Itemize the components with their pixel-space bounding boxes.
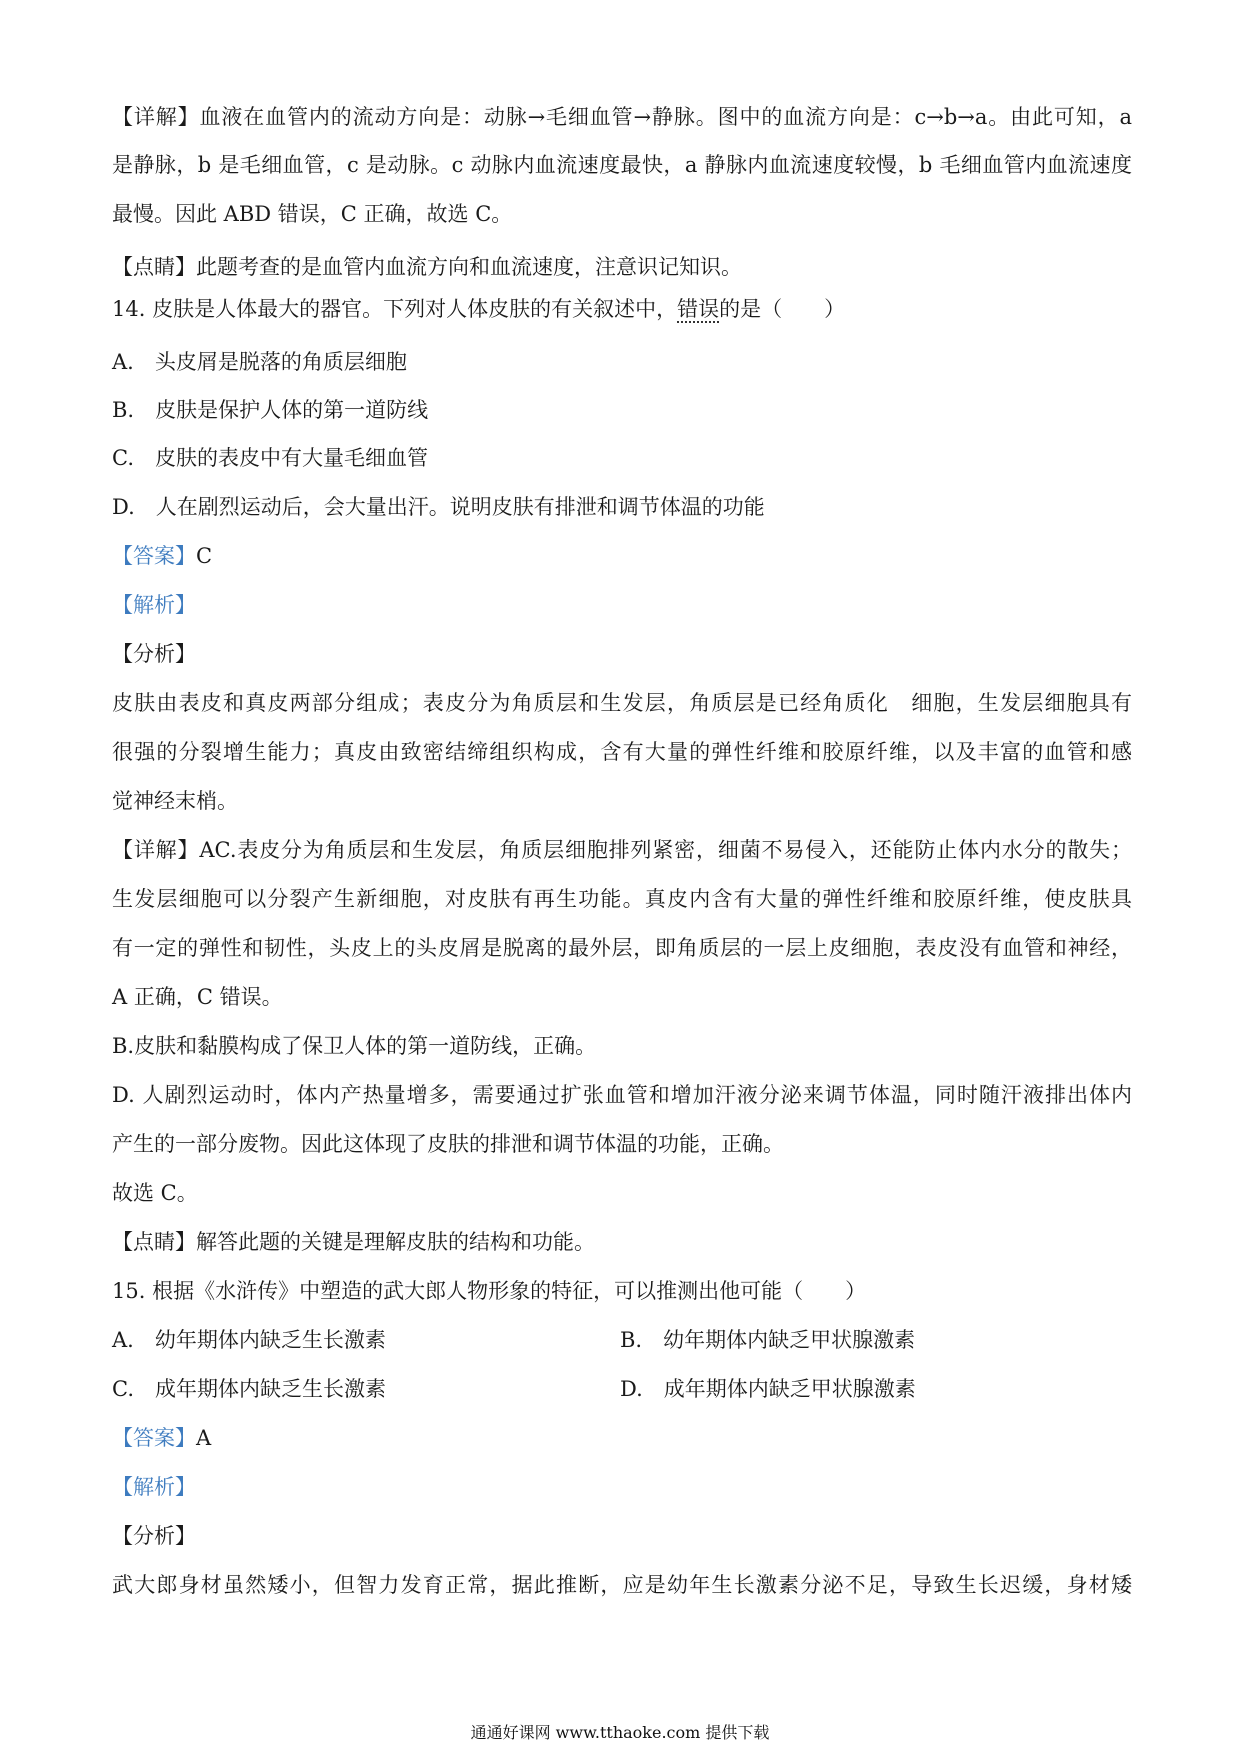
fenxi-tag: 【分析】 [112,642,196,666]
answer-tag: 【答案】 [112,544,196,568]
question-14 [112,294,1132,324]
option-14-d: D. 人在剧烈运动后，会大量出汗。说明皮肤有排泄和调节体温的功能 [112,495,765,519]
detail-14-line-8: 故选 C。 [112,1181,198,1205]
analysis-15-line-1: 武大郎身材虽然矮小，但智力发育正常，据此推断，应是幼年生长激素分泌不足，导致生长迟缓，身材矮 [112,1573,1132,1597]
option-14-b: B. 皮肤是保护人体的第一道防线 [112,398,429,422]
tip-14-line: 【点睛】解答此题的关键是理解皮肤的结构和功能。 [112,1230,595,1254]
question-15: 15. 根据《水浒传》中塑造的武大郎人物形象的特征，可以推测出他可能（ ） [112,1279,867,1303]
question-14-emphasis: 错误 [677,297,720,321]
detail-line-1: 【详解】血液在血管内的流动方向是：动脉→毛细血管→静脉。图中的血流方向是：c→b→a。由此可知，a [112,105,1132,129]
question-14-tail: 的是（ ） [719,297,846,321]
answer-14 [112,541,1132,571]
detail-14-line-3: 有一定的弹性和韧性，头皮上的头皮屑是脱离的最外层，即角质层的一层上皮细胞，表皮没有血管和神经， [112,936,1132,960]
detail-14-line-6: D. 人剧烈运动时，体内产热量增多，需要通过扩张血管和增加汗液分泌来调节体温，同时随汗液排出体内 [112,1083,1132,1107]
answer-15-value: A [196,1426,212,1450]
analysis-tag: 【解析】 [112,593,196,617]
answer-14-value: C [196,544,213,568]
answer-15 [112,1423,1132,1453]
option-15-b: B. 幼年期体内缺乏甲状腺激素 [620,1328,916,1352]
question-14-text: 14. 皮肤是人体最大的器官。下列对人体皮肤的有关叙述中， [112,297,678,321]
option-15-d: D. 成年期体内缺乏甲状腺激素 [620,1377,916,1401]
analysis-tag: 【解析】 [112,1475,196,1499]
page-footer: 通通好课网 www.tthaoke.com 提供下载 [470,1723,770,1742]
detail-line-3: 最慢。因此 ABD 错误，C 正确，故选 C。 [112,202,513,226]
analysis-line-2: 很强的分裂增生能力；真皮由致密结缔组织构成，含有大量的弹性纤维和胶原纤维，以及丰富的血管和感 [112,740,1132,764]
detail-line-2: 是静脉，b 是毛细血管，c 是动脉。c 动脉内血流速度最快，a 静脉内血流速度较慢，b 毛细血管内血流速度 [112,153,1132,177]
analysis-line-1: 皮肤由表皮和真皮两部分组成；表皮分为角质层和生发层，角质层是已经角质化 细胞，生发层细胞具有 [112,691,1132,715]
detail-14-line-7: 产生的一部分废物。因此这体现了皮肤的排泄和调节体温的功能，正确。 [112,1132,784,1156]
fenxi-tag: 【分析】 [112,1524,196,1548]
detail-14-line-2: 生发层细胞可以分裂产生新细胞，对皮肤有再生功能。真皮内含有大量的弹性纤维和胶原纤维，使皮肤具 [112,887,1132,911]
analysis-line-3: 觉神经末梢。 [112,789,238,813]
option-15-a: A. 幼年期体内缺乏生长激素 [112,1328,386,1352]
option-14-c: C. 皮肤的表皮中有大量毛细血管 [112,446,428,470]
answer-tag: 【答案】 [112,1426,196,1450]
detail-14-line-1: 【详解】AC.表皮分为角质层和生发层，角质层细胞排列紧密，细菌不易侵入，还能防止体内水分的散失； [112,838,1132,862]
option-15-c: C. 成年期体内缺乏生长激素 [112,1377,386,1401]
detail-14-line-5: B.皮肤和黏膜构成了保卫人体的第一道防线，正确。 [112,1034,597,1058]
detail-14-line-4: A 正确，C 错误。 [112,985,283,1009]
tip-line: 【点睛】此题考查的是血管内血流方向和血流速度，注意识记知识。 [112,255,742,279]
option-14-a: A. 头皮屑是脱落的角质层细胞 [112,350,407,374]
